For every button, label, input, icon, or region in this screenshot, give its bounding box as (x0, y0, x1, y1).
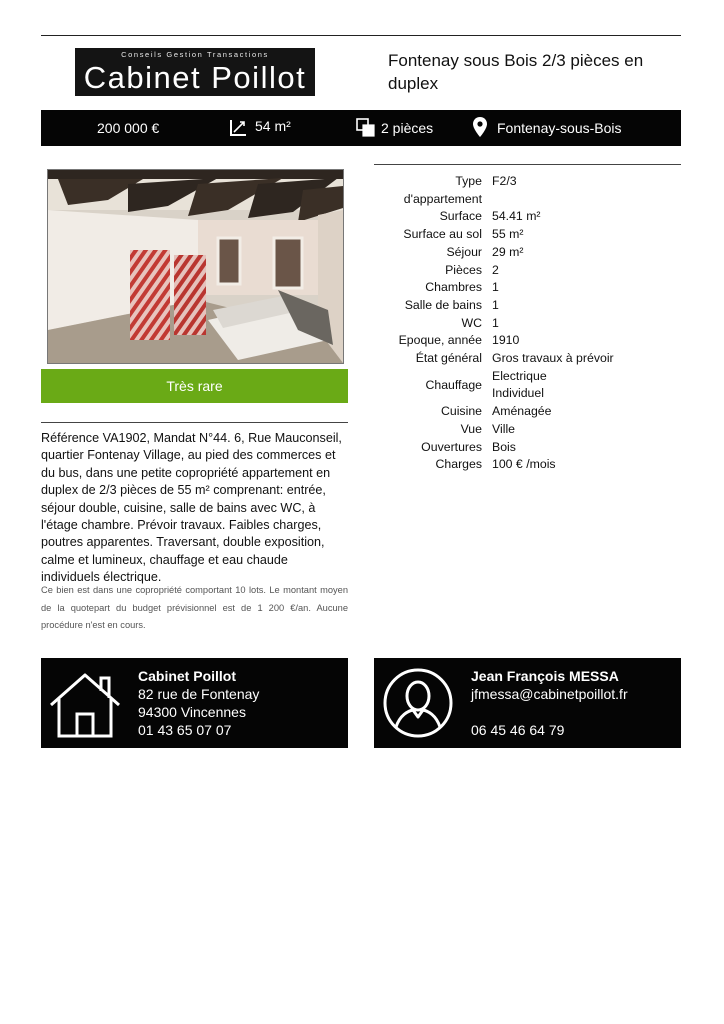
house-icon (49, 672, 121, 738)
detail-label: Vue (460, 421, 482, 436)
detail-label: Pièces (445, 262, 482, 277)
detail-label: Cuisine (440, 404, 482, 419)
detail-label: Type d'appartement (403, 174, 482, 206)
detail-label: Surface (439, 209, 482, 224)
agency-city: 94300 Vincennes (138, 704, 246, 720)
detail-row (374, 368, 681, 403)
detail-value: 1 (492, 280, 499, 295)
agency-contact-card (41, 658, 348, 748)
property-description: Référence VA1902, Mandat N°44. 6, Rue Mauconseil, quartier Fontenay Village, au pied des commerces et du bus, dans une petite copropriété appartement en duplex de 2/3 pièces de 55 m² comprenant: entrée, séjour double, cuisine, salle de bains avec WC, à l'étage chambre. Prévoir travaux. Faibles charges, poutres apparentes. Traversant, double exposition, calme et lumineux, chauffage et eau chaude individuels électrique. (41, 431, 342, 585)
detail-label: Charges (435, 457, 482, 472)
copro-note: Ce bien est dans une copropriété comportant 10 lots. Le montant moyen de la quotepart du budget prévisionnel est de 1 200 €/an. Aucune procédure n'est en cours. (41, 585, 348, 630)
detail-row (374, 173, 681, 208)
detail-label: Séjour (446, 244, 482, 259)
location-value: Fontenay-sous-Bois (497, 120, 622, 136)
detail-label: Surface au sol (403, 227, 482, 242)
agent-details (471, 667, 628, 739)
detail-row (374, 332, 681, 350)
detail-value: Gros travaux à prévoir (492, 351, 614, 366)
detail-value: 29 m² (492, 244, 524, 259)
rooms-value: 2 pièces (381, 120, 434, 136)
detail-label: État général (415, 351, 482, 366)
agent-email[interactable]: jfmessa@cabinetpoillot.fr (471, 686, 628, 702)
detail-row (374, 226, 681, 244)
detail-row (374, 297, 681, 315)
detail-value: 54.41 m² (492, 209, 541, 224)
detail-row (374, 279, 681, 297)
detail-row (374, 244, 681, 262)
agent-phone[interactable]: 06 45 46 64 79 (471, 722, 565, 738)
detail-value: 1 (492, 315, 499, 330)
agency-phone[interactable]: 01 43 65 07 07 (138, 722, 232, 738)
detail-value: 1910 (492, 333, 520, 348)
detail-value: Aménagée (492, 404, 552, 419)
listing-title: Fontenay sous Bois 2/3 pièces en duplex (388, 51, 644, 93)
detail-value: 100 € /mois (492, 457, 556, 472)
detail-row (374, 421, 681, 439)
agency-street: 82 rue de Fontenay (138, 686, 260, 702)
surface-value: 54 m² (255, 118, 291, 134)
agent-contact-card (374, 658, 681, 748)
detail-row (374, 315, 681, 333)
agent-name: Jean François MESSA (471, 668, 619, 684)
rarity-badge: Très rare (41, 369, 348, 403)
top-divider (41, 35, 681, 36)
logo-tagline: Conseils Gestion Transactions (121, 50, 269, 59)
detail-row (374, 350, 681, 368)
agent-spacer (471, 703, 628, 721)
detail-label: Chauffage (425, 377, 482, 392)
detail-value: 2 (492, 262, 499, 277)
details-divider (374, 164, 681, 165)
detail-value: Electrique Individuel (492, 368, 547, 401)
location-pin-icon (473, 117, 487, 137)
summary-bar (41, 110, 681, 146)
rooms-icon (356, 118, 375, 137)
surface-icon (229, 119, 247, 137)
agency-logo (75, 48, 315, 96)
agency-details (138, 667, 259, 739)
detail-label: Epoque, année (398, 333, 482, 348)
detail-value: F2/3 (492, 174, 517, 188)
detail-label: Salle de bains (404, 297, 482, 312)
detail-value: 1 (492, 297, 499, 312)
detail-row (374, 262, 681, 280)
detail-label: Ouvertures (421, 439, 482, 454)
detail-value: Bois (492, 439, 516, 454)
detail-row (374, 456, 681, 474)
detail-row (374, 439, 681, 457)
detail-row (374, 208, 681, 226)
detail-value: Ville (492, 421, 516, 436)
detail-value: 55 m² (492, 227, 524, 242)
detail-label: Chambres (425, 280, 482, 295)
property-photo (47, 169, 344, 364)
detail-label: WC (461, 315, 482, 330)
person-icon (382, 667, 454, 739)
price: 200 000 € (97, 120, 160, 136)
agency-name: Cabinet Poillot (138, 668, 236, 684)
logo-name: Cabinet Poillot (83, 60, 307, 95)
description-divider (41, 422, 348, 423)
property-details-table (374, 173, 681, 474)
detail-row (374, 403, 681, 421)
